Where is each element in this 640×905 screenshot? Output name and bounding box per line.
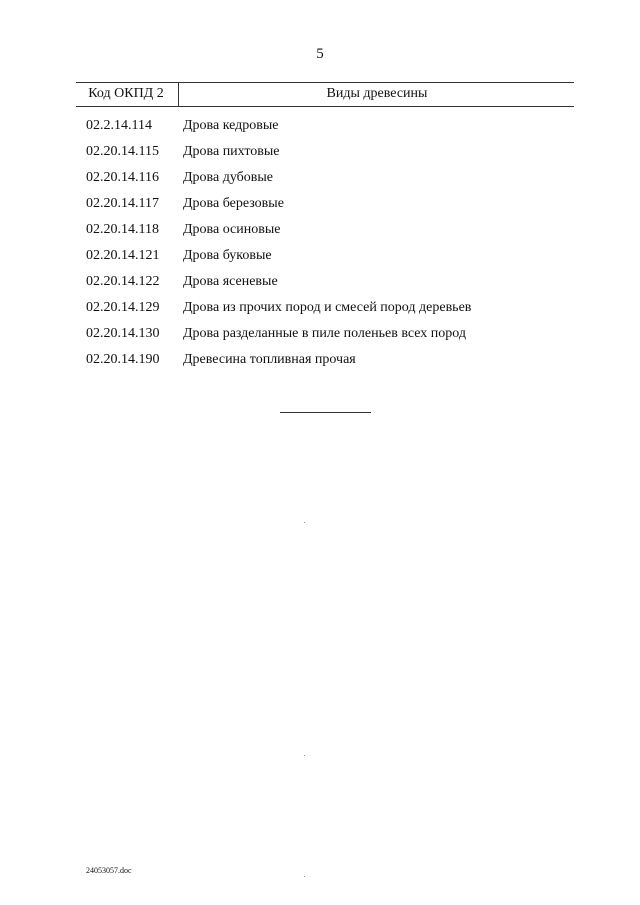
row-kind: Дрова пихтовые [183, 144, 280, 159]
table-row [76, 196, 574, 222]
row-code: 02.20.14.118 [86, 222, 159, 237]
row-kind: Дрова кедровые [183, 118, 279, 133]
header-column-divider [178, 83, 179, 106]
row-kind: Дрова из прочих пород и смесей пород деревьев [183, 300, 472, 315]
table-header [76, 82, 574, 107]
row-kind: Дрова дубовые [183, 170, 273, 185]
row-code: 02.20.14.121 [86, 248, 160, 263]
row-code: 02.2.14.114 [86, 118, 152, 133]
page-number: 5 [316, 46, 324, 62]
row-code: 02.20.14.190 [86, 352, 160, 367]
table-row [76, 274, 574, 300]
row-kind: Дрова буковые [183, 248, 272, 263]
row-kind: Древесина топливная прочая [183, 352, 356, 367]
table-row [76, 326, 574, 352]
footer-file-name: 24053057.doc [86, 866, 132, 875]
table-row [76, 170, 574, 196]
header-wood-types: Виды древесины [326, 86, 428, 101]
row-code: 02.20.14.115 [86, 144, 159, 159]
row-code: 02.20.14.130 [86, 326, 160, 341]
table-row [76, 222, 574, 248]
row-kind: Дрова ясеневые [183, 274, 278, 289]
row-code: 02.20.14.129 [86, 300, 160, 315]
end-of-table-rule [280, 412, 371, 413]
table-row [76, 300, 574, 326]
header-code-okpd2: Код ОКПД 2 [88, 86, 164, 101]
row-kind: Дрова разделанные в пиле поленьев всех пород [183, 326, 466, 341]
table-body [76, 118, 574, 378]
row-code: 02.20.14.116 [86, 170, 159, 185]
row-kind: Дрова березовые [183, 196, 284, 211]
scan-speck [304, 522, 305, 523]
row-code: 02.20.14.122 [86, 274, 160, 289]
table-row [76, 352, 574, 378]
row-code: 02.20.14.117 [86, 196, 159, 211]
scan-speck [304, 755, 305, 756]
wood-types-table [76, 82, 574, 367]
table-row [76, 118, 574, 144]
row-kind: Дрова осиновые [183, 222, 281, 237]
scan-speck [304, 876, 305, 877]
table-row [76, 144, 574, 170]
table-row [76, 248, 574, 274]
